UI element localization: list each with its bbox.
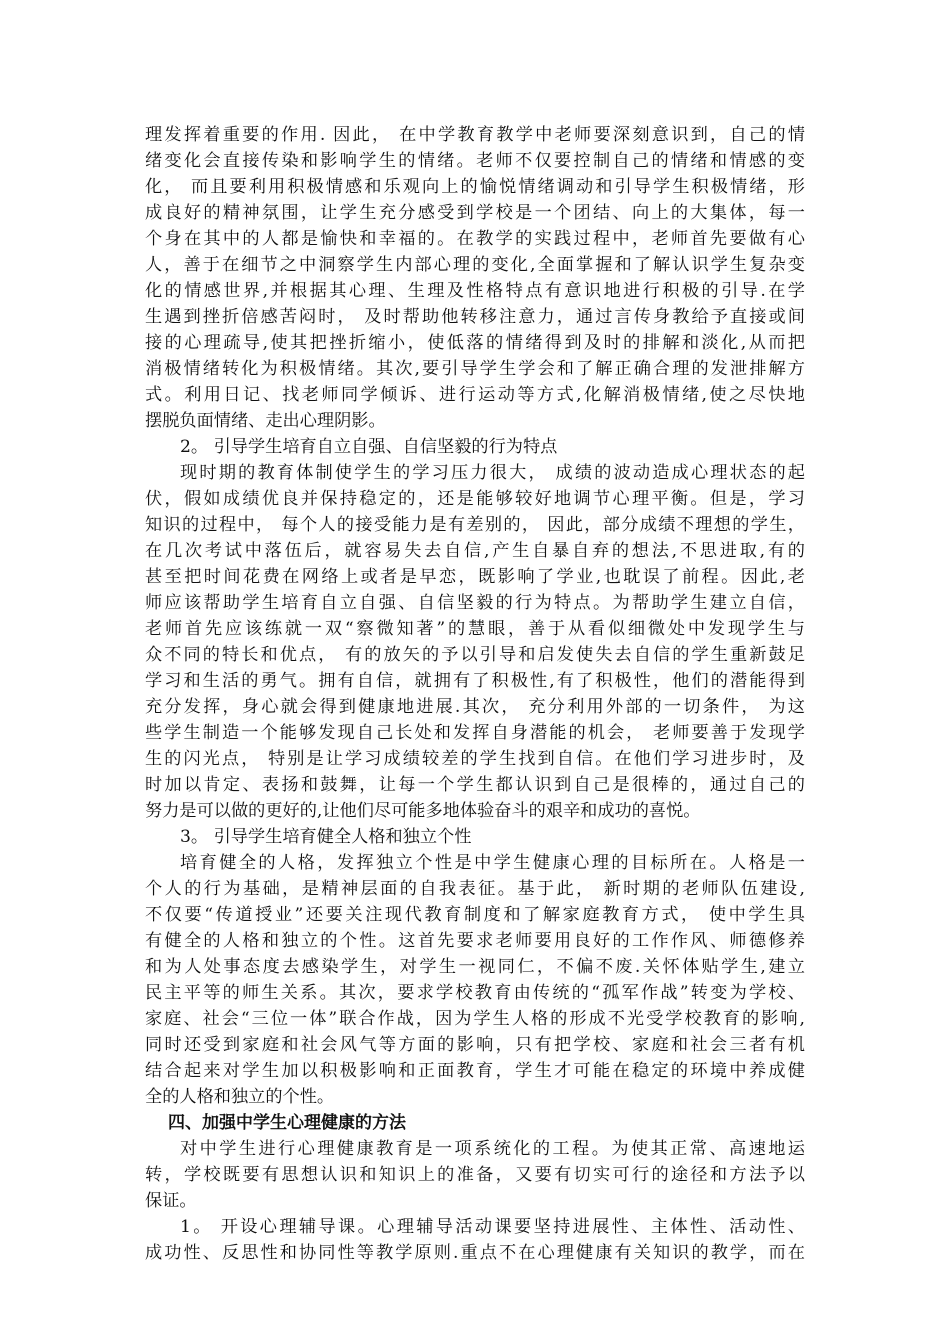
text-line: 民主平等的师生关系。其次，要求学校教育由传统的“孤军作战”转变为学校、 [145,983,805,1003]
text-line: 消极情绪转化为积极情绪。其次,要引导学生学会和了解正确合理的发泄排解方 [145,359,805,379]
subsection-heading: 3。 引导学生培育健全人格和独立个性 [180,827,472,847]
text-line: 家庭、社会“三位一体”联合作战，因为学生人格的形成不光受学校教育的影响, [145,1009,805,1029]
text-line: 1。 开设心理辅导课。心理辅导活动课要坚持进展性、主体性、活动性、 [180,1217,805,1237]
text-line: 众不同的特长和优点， 有的放矢的予以引导和启发使失去自信的学生重新鼓足 [145,645,805,665]
text-line: 些学生制造一个能够发现自己长处和发挥自身潜能的机会， 老师要善于发现学 [145,723,805,743]
body-text [145,122,805,1266]
text-line: 甚至把时间花费在网络上或者是早恋，既影响了学业,也耽误了前程。因此,老 [145,567,805,587]
text-line: 化， 而且要利用积极情感和乐观向上的愉悦情绪调动和引导学生积极情绪，形 [145,177,805,197]
text-line: 培育健全的人格，发挥独立个性是中学生健康心理的目标所在。人格是一 [180,853,805,873]
text-line: 个人的行为基础，是精神层面的自我表征。基于此， 新时期的老师队伍建设, [145,879,805,899]
text-line: 知识的过程中， 每个人的接受能力是有差别的， 因此，部分成绩不理想的学生， [145,515,805,535]
text-line: 和为人处事态度去感染学生，对学生一视同仁，不偏不废.关怀体贴学生,建立 [145,957,805,977]
text-line: 伏，假如成绩优良并保持稳定的，还是能够较好地调节心理平衡。但是，学习 [145,489,805,509]
text-line: 摆脱负面情绪、走出心理阴影。 [145,411,386,431]
text-line: 人，善于在细节之中洞察学生内部心理的变化,全面掌握和了解认识学生复杂变 [145,255,805,275]
text-line: 式。利用日记、找老师同学倾诉、进行运动等方式,化解消极情绪,使之尽快地 [145,385,805,405]
text-line: 生遇到挫折倍感苦闷时， 及时帮助他转移注意力，通过言传身教给予直接或间 [145,307,805,327]
text-line: 时加以肯定、表扬和鼓舞，让每一个学生都认识到自己是很棒的，通过自己的 [145,775,805,795]
text-line: 成良好的精神氛围，让学生充分感受到学校是一个团结、向上的大集体，每一 [145,203,805,223]
text-line: 充分发挥，身心就会得到健康地进展.其次， 充分利用外部的一切条件， 为这 [145,697,805,717]
text-line: 转，学校既要有思想认识和知识上的准备，又要有切实可行的途径和方法予以 [145,1165,805,1185]
text-line: 保证。 [145,1191,197,1211]
text-line: 现时期的教育体制使学生的学习压力很大， 成绩的波动造成心理状态的起 [180,463,805,483]
text-line: 老师首先应该练就一双“察微知著”的慧眼，善于从看似细微处中发现学生与 [145,619,805,639]
text-line: 同时还受到家庭和社会风气等方面的影响，只有把学校、家庭和社会三者有机 [145,1035,805,1055]
text-line: 学习和生活的勇气。拥有自信，就拥有了积极性,有了积极性，他们的潜能得到 [145,671,805,691]
text-line: 生的闪光点， 特别是让学习成绩较差的学生找到自信。在他们学习进步时，及 [145,749,805,769]
text-line: 理发挥着重要的作用. 因此， 在中学教育教学中老师要深刻意识到，自己的情 [145,125,805,145]
text-line: 个身在其中的人都是愉快和幸福的。在教学的实践过程中，老师首先要做有心 [145,229,805,249]
text-line: 接的心理疏导,使其把挫折缩小，使低落的情绪得到及时的排解和淡化,从而把 [145,333,805,353]
text-line: 绪变化会直接传染和影响学生的情绪。老师不仅要控制自己的情绪和情感的变 [145,151,805,171]
subsection-heading: 2。 引导学生培育自立自强、自信坚毅的行为特点 [180,437,558,457]
section-heading: 四、加强中学生心理健康的方法 [168,1113,406,1133]
text-line: 化的情感世界,并根据其心理、生理及性格特点有意识地进行积极的引导.在学 [145,281,805,301]
text-line: 师应该帮助学生培育自立自强、自信坚毅的行为特点。为帮助学生建立自信， [145,593,805,613]
text-line: 在几次考试中落伍后，就容易失去自信,产生自暴自弃的想法,不思进取,有的 [145,541,805,561]
text-line: 结合起来对学生加以积极影响和正面教育，学生才可能在稳定的环境中养成健 [145,1061,805,1081]
text-line: 成功性、反思性和协同性等教学原则.重点不在心理健康有关知识的教学，而在 [145,1243,805,1263]
text-line: 有健全的人格和独立的个性。这首先要求老师要用良好的工作作风、师德修养 [145,931,805,951]
text-line: 全的人格和独立的个性。 [145,1087,335,1107]
text-line: 努力是可以做的更好的,让他们尽可能多地体验奋斗的艰辛和成功的喜悦。 [145,801,701,821]
text-line: 对中学生进行心理健康教育是一项系统化的工程。为使其正常、高速地运 [180,1139,805,1159]
text-line: 不仅要“传道授业”还要关注现代教育制度和了解家庭教育方式， 使中学生具 [145,905,805,925]
